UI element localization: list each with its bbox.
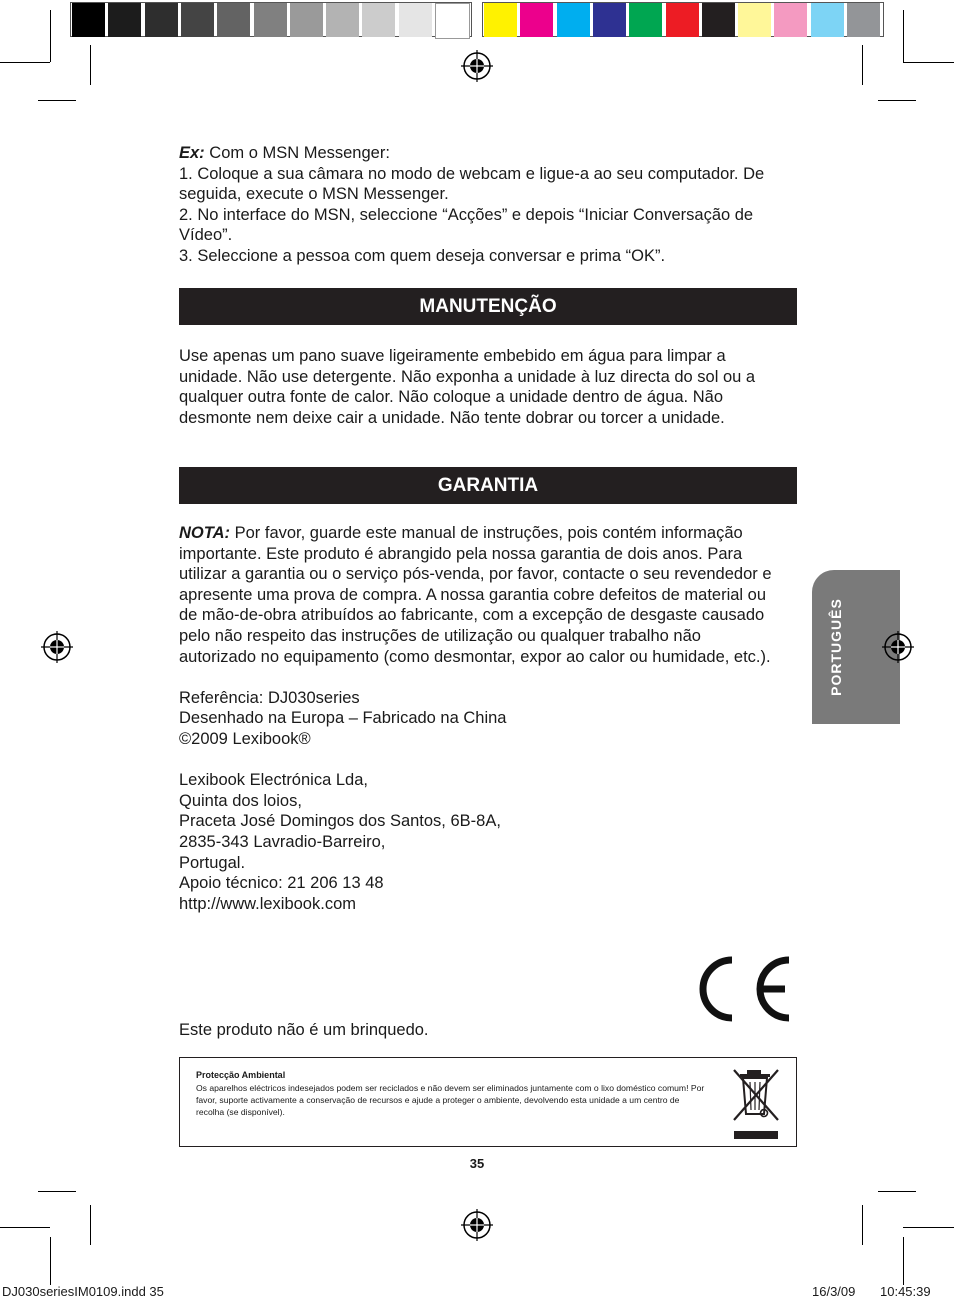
gray-swatch xyxy=(181,3,214,37)
instruction-step-3: 3. Seleccione a pessoa com quem deseja conversar e prima “OK”. xyxy=(179,246,666,265)
address-line: Praceta José Domingos dos Santos, 6B-8A, xyxy=(179,812,501,831)
copyright-line: ©2009 Lexibook® xyxy=(179,729,311,748)
registration-mark-icon xyxy=(461,50,493,82)
warranty-body xyxy=(179,523,779,914)
note-label: NOTA: xyxy=(179,524,231,542)
instruction-step-2: 2. No interface do MSN, seleccione “Acções” e depois “Iniciar Conversação de Vídeo”. xyxy=(179,205,754,245)
footer-file-info: DJ030seriesIM0109.indd 35 xyxy=(2,1284,164,1299)
color-swatch xyxy=(629,3,662,37)
gray-swatch xyxy=(326,3,359,37)
support-phone: Apoio técnico: 21 206 13 48 xyxy=(179,874,384,893)
not-toy-text: Este produto não é um brinquedo. xyxy=(179,1021,429,1039)
gray-swatch xyxy=(435,3,470,39)
address-line: Portugal. xyxy=(179,853,246,872)
registration-mark-icon xyxy=(882,631,914,663)
gray-swatch xyxy=(362,3,395,37)
not-a-toy-notice xyxy=(179,1020,579,1041)
color-swatch xyxy=(593,3,626,37)
warranty-heading: GARANTIA xyxy=(179,467,797,504)
msn-instructions xyxy=(179,143,804,267)
origin-line: Desenhado na Europa – Fabricado na China xyxy=(179,709,507,728)
color-swatch xyxy=(702,3,735,37)
footer-date: 16/3/09 xyxy=(812,1284,856,1299)
page-number: 35 xyxy=(469,1156,485,1171)
gray-swatch xyxy=(399,3,432,37)
example-text: Com o MSN Messenger: xyxy=(204,144,390,162)
environment-notice-box xyxy=(179,1057,797,1147)
instruction-step-1: 1. Coloque a sua câmara no modo de webcam e ligue-a ao seu computador. De seguida, execute o MSN Messenger. xyxy=(179,164,765,204)
color-swatch xyxy=(738,3,771,37)
maintenance-body xyxy=(179,346,779,428)
maintenance-heading: MANUTENÇÃO xyxy=(179,288,797,325)
product-reference: Referência: DJ030series xyxy=(179,688,360,707)
footer-time: 10:45:39 xyxy=(880,1284,931,1299)
environment-text: Os aparelhos eléctricos indesejados podem ser reciclados e não devem ser eliminados juntamente com o lixo doméstico comum! Por favor, suporte activamente a conservação de recursos e ajude a proteger o ambiente, devolvendo esta unidade a um centro de recolha (se disponível). xyxy=(196,1083,705,1118)
address-line: Lexibook Electrónica Lda, xyxy=(179,771,368,790)
color-swatch xyxy=(811,3,844,37)
environment-title: Protecção Ambiental xyxy=(196,1070,286,1080)
color-swatch xyxy=(520,3,553,37)
color-swatch xyxy=(484,3,517,37)
gray-swatch xyxy=(108,3,141,37)
gray-swatch xyxy=(72,3,105,37)
maintenance-text: Use apenas um pano suave ligeiramente embebido em água para limpar a unidade. Não use detergente. Não exponha a unidade à luz directa do sol ou a qualquer outra fonte de calor. Não coloque a unidade dentro de água. Não desmonte nem deixe cair a unidade. Não tente dobrar ou torcer a unidade. xyxy=(179,347,756,427)
gray-swatch xyxy=(145,3,178,37)
company-address xyxy=(179,770,779,914)
website-link[interactable]: http://www.lexibook.com xyxy=(179,894,356,913)
registration-mark-icon xyxy=(461,1209,493,1241)
registration-mark-icon xyxy=(41,631,73,663)
gray-swatch xyxy=(217,3,250,37)
address-line: 2835-343 Lavradio-Barreiro, xyxy=(179,832,386,851)
example-label: Ex: xyxy=(179,144,205,162)
note-text: Por favor, guarde este manual de instruções, pois contém informação importante. Este produto é abrangido pela nossa garantia de dois anos. Para utilizar a garantia ou o serviço pós-venda, por favor, contacte o seu revendedor e apresente uma prova de compra. A nossa garantia cobre defeitos de material ou de mão-de-obra atribuídos ao fabricante, com a excepção de desgaste causado pelo não respeito das instruções de utilização ou qualquer trabalho não autorizado no equipamento (como desmontar, expor ao calor ou humidade, etc.). xyxy=(179,524,772,666)
warranty-note xyxy=(179,523,779,667)
example-line xyxy=(179,143,804,164)
weee-crossed-bin-icon xyxy=(728,1064,788,1144)
gray-swatch xyxy=(254,3,287,37)
color-swatch xyxy=(847,3,880,37)
gray-swatch xyxy=(290,3,323,37)
address-line: Quinta dos loios, xyxy=(179,791,302,810)
ce-mark-icon xyxy=(697,954,797,1024)
color-swatch xyxy=(557,3,590,37)
color-swatch xyxy=(774,3,807,37)
color-swatch xyxy=(666,3,699,37)
side-tab-label: PORTUGUÊS xyxy=(828,598,844,696)
